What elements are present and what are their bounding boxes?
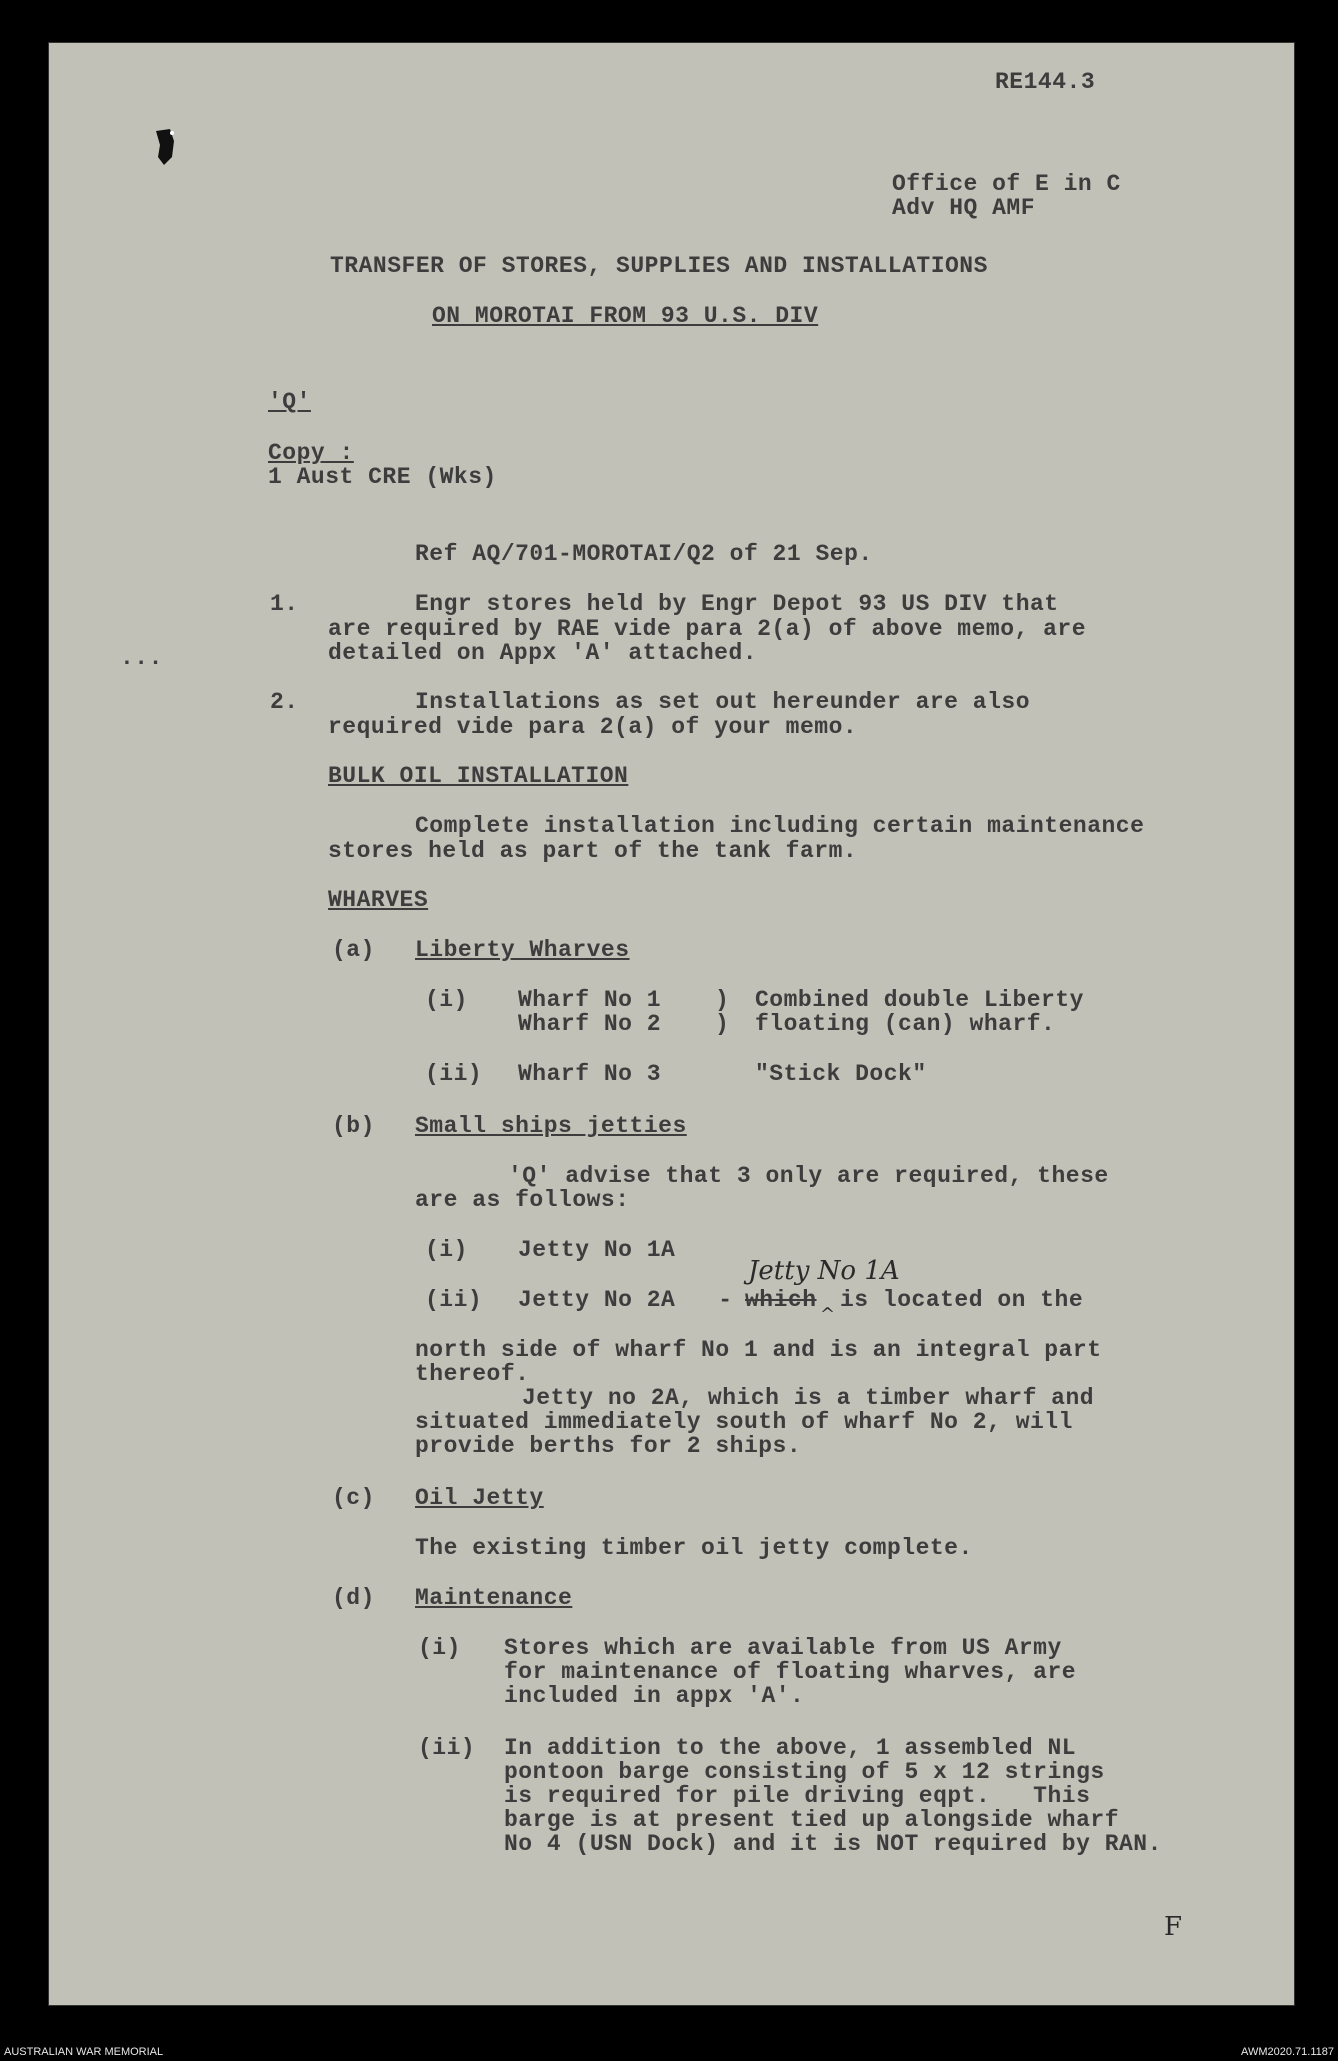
item-b-cont1: north side of wharf No 1 and is an integral part [415,1337,1102,1363]
wharf-3-desc: "Stick Dock" [755,1061,927,1087]
item-d-i-label: (i) [418,1635,461,1661]
item-d-i-line3: included in appx 'A'. [504,1683,805,1709]
item-c-heading: Oil Jetty [415,1485,544,1511]
insertion-caret: ^ [820,1304,836,1325]
item-d-ii-line2: pontoon barge consisting of 5 x 12 strings [504,1759,1105,1785]
wharf-3: Wharf No 3 [518,1061,662,1087]
item-d-ii-line1: In addition to the above, 1 assembled NL [504,1735,1077,1761]
document-page [48,42,1295,2006]
bulk-oil-line2: stores held as part of the tank farm. [328,838,858,864]
wharf-desc-1: Combined double Liberty [755,987,1084,1013]
footer-archive-name: AUSTRALIAN WAR MEMORIAL [4,2046,164,2058]
handwritten-corner-mark: F [1164,1912,1183,1942]
item-b-label: (b) [332,1113,375,1139]
copy-label: Copy : [268,440,354,466]
para1-line2: are required by RAE vide para 2(a) of above memo, are [328,616,1087,642]
item-d-label: (d) [332,1585,375,1611]
jetty-1a: Jetty No 1A [518,1237,676,1263]
item-b-i-label: (i) [425,1237,468,1263]
bulk-oil-line1: Complete installation including certain maintenance [415,813,1145,839]
item-d-ii-line3: is required for pile driving eqpt. This [504,1783,1091,1809]
item-d-ii-line5: No 4 (USN Dock) and it is NOT required by RAN. [504,1831,1162,1857]
footer-accession-number: AWM2020.71.1187 [1241,2046,1334,2058]
bracket-1: ) [715,987,730,1013]
jetty-2a: Jetty No 2A - [518,1287,733,1313]
handwritten-jetty-no-1a: Jetty No 1A [748,1256,900,1286]
item-b-cont5: provide berths for 2 ships. [415,1433,802,1459]
ink-blot [152,127,178,167]
reference-number: RE144.3 [995,69,1096,95]
copy-to: 1 Aust CRE (Wks) [268,464,497,490]
reference-line: Ref AQ/701-MOROTAI/Q2 of 21 Sep. [415,541,873,567]
item-d-ii-label: (ii) [418,1735,476,1761]
item-d-i-line1: Stores which are available from US Army [504,1635,1062,1661]
item-d-heading: Maintenance [415,1585,573,1611]
title-line-1: TRANSFER OF STORES, SUPPLIES AND INSTALLATIONS [330,253,988,279]
item-b-intro1: 'Q' advise that 3 only are required, these [508,1163,1109,1189]
item-b-cont2: thereof. [415,1361,530,1387]
para1-number: 1. [270,591,299,617]
item-a-label: (a) [332,937,375,963]
item-a-i-label: (i) [425,987,468,1013]
item-b-cont4: situated immediately south of wharf No 2, will [415,1409,1073,1435]
item-b-ii-label: (ii) [425,1287,483,1313]
wharf-1: Wharf No 1 [518,987,662,1013]
wharf-desc-2: floating (can) wharf. [755,1011,1056,1037]
addressee: 'Q' [268,389,311,415]
para2-line1: Installations as set out hereunder are also [415,689,1030,715]
bulk-oil-heading: BULK OIL INSTALLATION [328,763,629,789]
para1-line1: Engr stores held by Engr Depot 93 US DIV that [415,591,1059,617]
item-b-intro2: are as follows: [415,1187,630,1213]
title-line-2: ON MOROTAI FROM 93 U.S. DIV [432,303,819,329]
item-a-ii-label: (ii) [425,1061,483,1087]
item-d-i-line2: for maintenance of floating wharves, are [504,1659,1077,1685]
wharves-heading: WHARVES [328,887,429,913]
para2-number: 2. [270,689,299,715]
office-line-2: Adv HQ AMF [892,195,1036,221]
wharf-2: Wharf No 2 [518,1011,662,1037]
margin-mark: ... [120,645,163,671]
struck-word: which [745,1287,817,1313]
para1-line3: detailed on Appx 'A' attached. [328,640,758,666]
item-c-label: (c) [332,1485,375,1511]
item-c-text: The existing timber oil jetty complete. [415,1535,973,1561]
jetty-2a-rest: is located on the [840,1287,1084,1313]
office-line-1: Office of E in C [892,171,1121,197]
para2-line2: required vide para 2(a) of your memo. [328,714,858,740]
item-b-cont3: Jetty no 2A, which is a timber wharf and [522,1385,1095,1411]
item-b-heading: Small ships jetties [415,1113,687,1139]
item-a-heading: Liberty Wharves [415,937,630,963]
item-d-ii-line4: barge is at present tied up alongside wharf [504,1807,1119,1833]
bracket-2: ) [715,1011,730,1037]
